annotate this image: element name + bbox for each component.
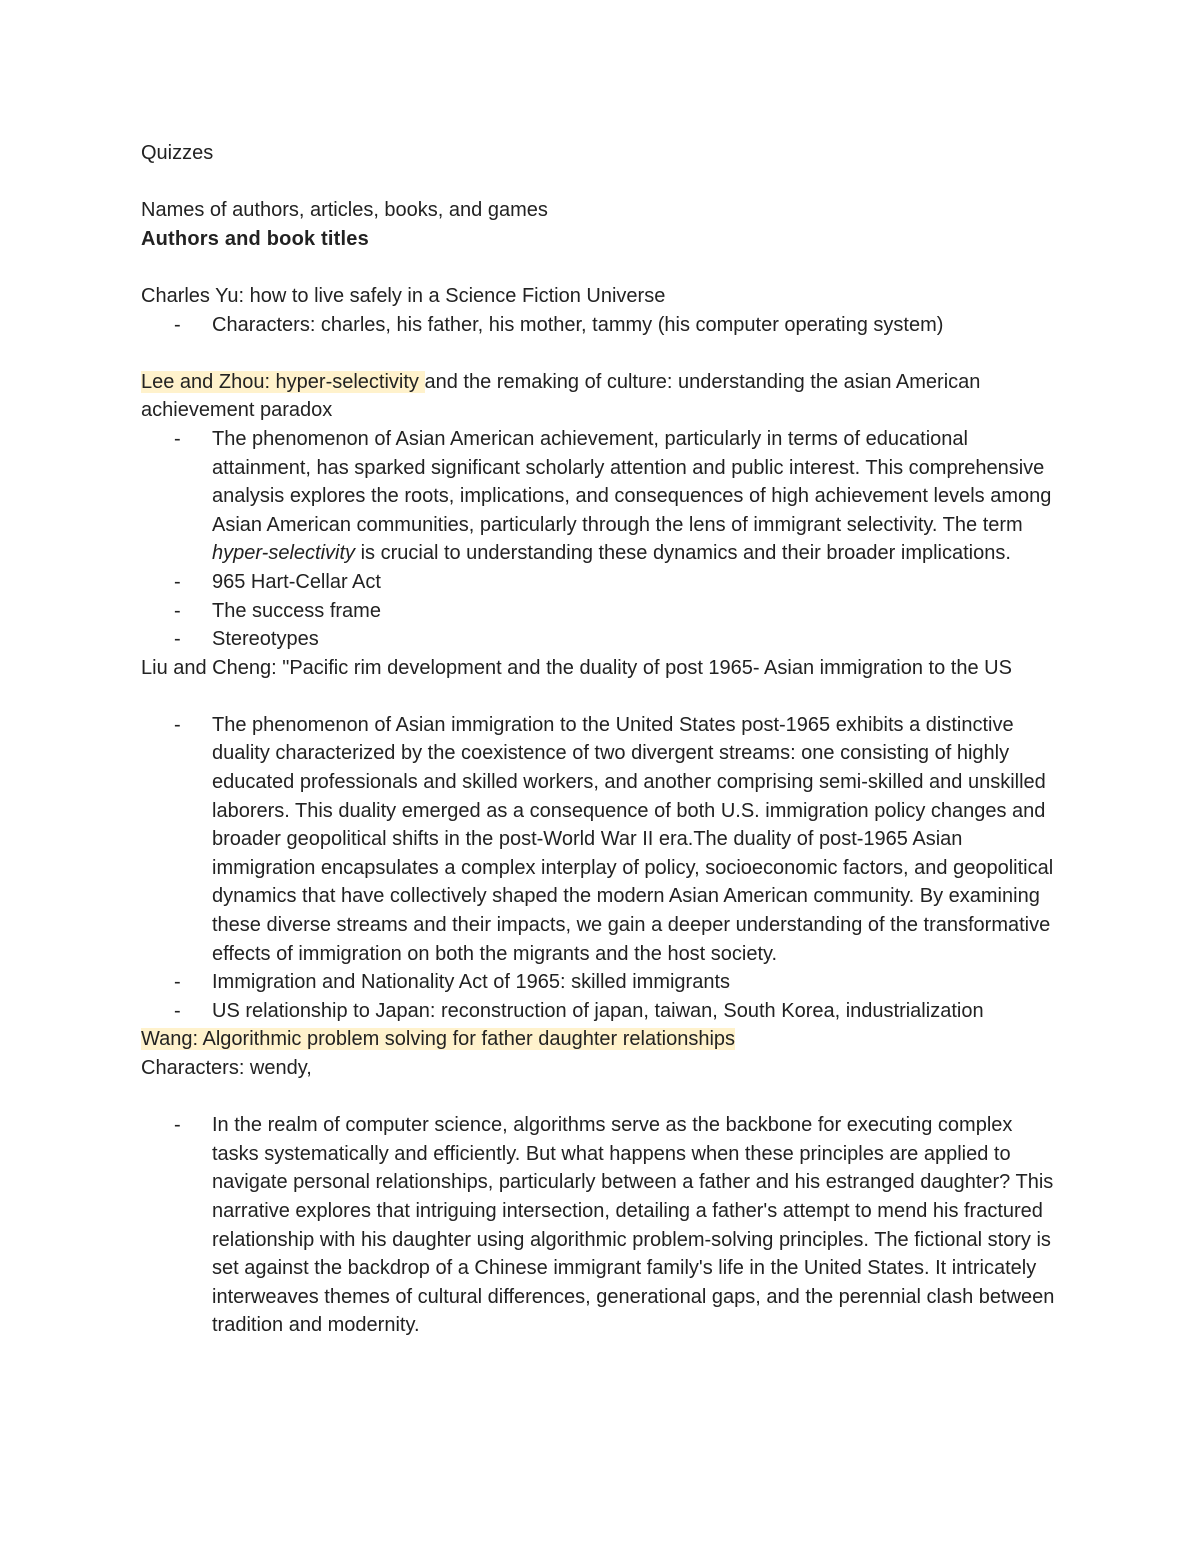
entry-list-lee-zhou (141, 425, 1061, 654)
dash-bullet: - (174, 999, 181, 1022)
entry-heading-yu: Charles Yu: how to live safely in a Science Fiction Universe (141, 284, 666, 307)
dash-bullet: - (174, 1114, 181, 1137)
spacer (141, 1083, 1061, 1112)
list-item-text: In the realm of computer science, algorithms serve as the backbone for executing complex tasks systematically and efficiently. But what happens when these principles are applied to navigate personal relationships, particularly between a father and his estranged daughter? This narrative explores that intriguing intersection, detailing a father's attempt to mend his fractured relationship with his daughter using algorithmic problem-solving principles. The fictional story is set against the backdrop of a Chinese immigrant family's life in the United States. It intricately interweaves themes of cultural differences, generational gaps, and the perennial clash between tradition and modernity. (212, 1114, 1055, 1337)
list-item-text: 965 Hart-Cellar Act (212, 570, 381, 593)
entry-heading-lee-zhou (141, 368, 1061, 425)
document-page (141, 139, 1061, 1340)
dash-bullet: - (174, 313, 181, 336)
entry-list-liu-cheng (141, 711, 1061, 1026)
list-item (141, 597, 1061, 626)
text-run: is crucial to understanding these dynamics and their broader implications. (355, 542, 1011, 565)
list-item-text: The success frame (212, 599, 381, 622)
document-subtitle: Names of authors, articles, books, and games (141, 199, 548, 222)
text-run: The phenomenon of Asian American achievement, particularly in terms of educational attainment, has sparked significant scholarly attention and public interest. This comprehensive analysis explores the roots, implications, and consequences of high achievement levels among Asian American communities, particularly through the lens of immigrant selectivity. The term (212, 427, 1052, 536)
list-item (141, 711, 1061, 968)
heading-text: and the remaking of culture: understanding the asian American achievement paradox (141, 370, 981, 422)
list-item (141, 625, 1061, 654)
dash-bullet: - (174, 570, 181, 593)
italic-term: hyper-selectivity (212, 542, 356, 565)
list-item (141, 425, 1061, 568)
list-item-text (212, 428, 1051, 564)
entry-heading-liu-cheng: Liu and Cheng: "Pacific rim development and the duality of post 1965- Asian immigration to the US (141, 656, 1012, 679)
list-item (141, 997, 1061, 1026)
list-item-text: Immigration and Nationality Act of 1965: skilled immigrants (212, 971, 731, 994)
dash-bullet: - (174, 427, 181, 450)
spacer (141, 339, 1061, 368)
entry-list-wang (141, 1111, 1061, 1340)
document-title: Quizzes (141, 142, 214, 164)
section-heading: Authors and book titles (141, 227, 369, 250)
spacer (141, 682, 1061, 711)
entry-list-yu (141, 311, 1061, 340)
list-item (141, 568, 1061, 597)
list-item-text: The phenomenon of Asian immigration to the United States post-1965 exhibits a distinctive duality characterized by the coexistence of two divergent streams: one consisting of highly educated professionals and skilled workers, and another comprising semi-skilled and unskilled laborers. This duality emerged as a consequence of both U.S. immigration policy changes and broader geopolitical shifts in the post-World War II era.The duality of post-1965 Asian immigration encapsulates a complex interplay of policy, socioeconomic factors, and geopolitical dynamics that have collectively shaped the modern Asian American community. By examining these diverse streams and their impacts, we gain a deeper understanding of the transformative effects of immigration on both the migrants and the host society. (212, 713, 1054, 965)
spacer (141, 253, 1061, 282)
entry-heading-wang (141, 1025, 1061, 1054)
spacer (141, 168, 1061, 197)
list-item (141, 1111, 1061, 1340)
highlighted-text: Lee and Zhou: hyper-selectivity (141, 370, 425, 393)
entry-characters-wang: Characters: wendy, (141, 1057, 312, 1079)
list-item-text: Characters: charles, his father, his mother, tammy (his computer operating system) (212, 313, 944, 336)
list-item-text: US relationship to Japan: reconstruction of japan, taiwan, South Korea, industrialization (212, 999, 984, 1022)
list-item (141, 311, 1061, 340)
dash-bullet: - (174, 628, 181, 651)
dash-bullet: - (174, 713, 181, 736)
dash-bullet: - (174, 971, 181, 994)
highlighted-text: Wang: Algorithmic problem solving for father daughter relationships (141, 1028, 736, 1051)
list-item (141, 968, 1061, 997)
list-item-text: Stereotypes (212, 628, 319, 651)
dash-bullet: - (174, 599, 181, 622)
